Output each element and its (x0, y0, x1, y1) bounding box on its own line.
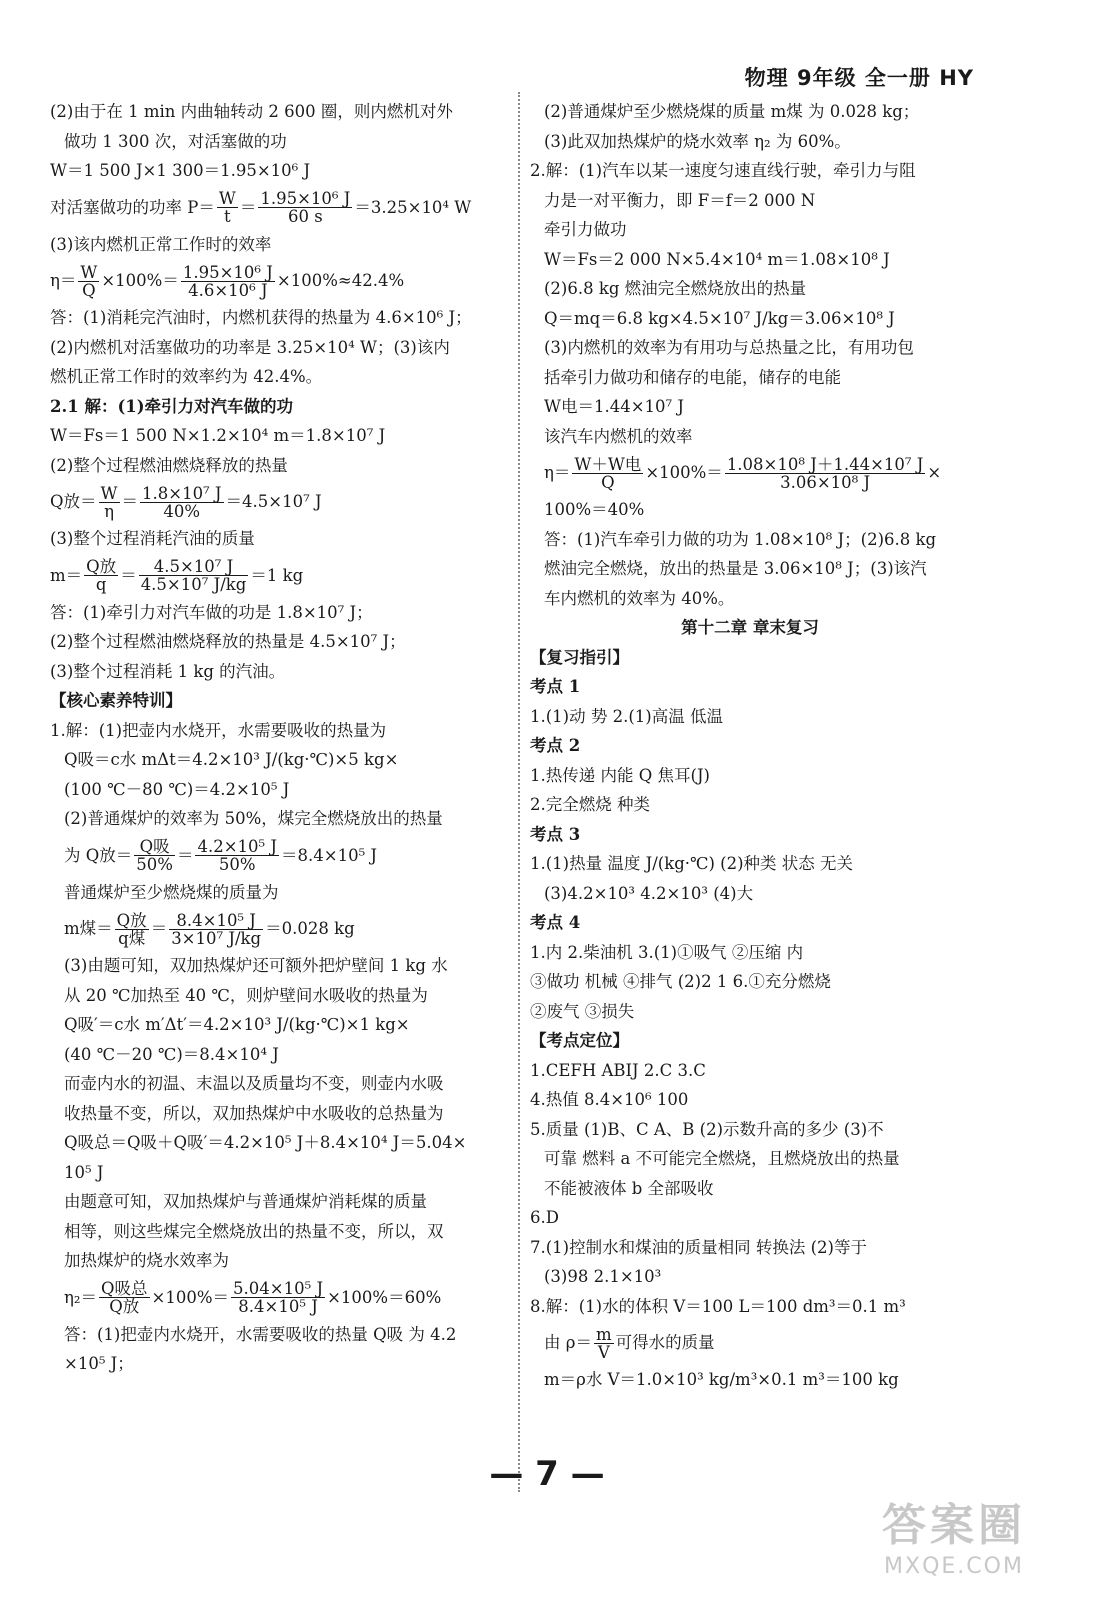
frac-num: 4.2×10⁵ J (197, 837, 278, 856)
frac-num: W (80, 262, 98, 282)
frac-num: 1.95×10⁶ J (182, 262, 273, 282)
text-line: 1.CEFH ABIJ 2.C 3.C (530, 1060, 706, 1080)
eq-text: × (927, 463, 942, 483)
eq-text: ×100%＝ (645, 463, 723, 483)
text-line: W电＝1.44×10⁷ J (544, 397, 684, 416)
text-line: 2.完全燃烧 种类 (530, 795, 650, 814)
text-line: 车内燃机的效率为 40%。 (544, 588, 735, 608)
text-line: Q吸总＝Q吸＋Q吸′＝4.2×10⁵ J＋8.4×10⁴ J＝5.04× (64, 1133, 467, 1152)
frac-num: m (595, 1324, 612, 1344)
section-heading: 【复习指引】 (530, 647, 629, 667)
fraction (231, 1280, 325, 1315)
frac-den: 3×10⁷ J/kg (171, 928, 262, 948)
topic-heading: 考点 4 (530, 913, 581, 932)
fraction (140, 485, 224, 520)
text-line: 1.(1)热量 温度 J/(kg·℃) (2)种类 状态 无关 (530, 854, 854, 873)
text-line: (2)由于在 1 min 内曲轴转动 2 600 圈，则内燃机对外 (50, 102, 453, 121)
frac-den: 60 s (287, 207, 323, 226)
eq-text: ×100%＝ (101, 271, 179, 291)
fraction (195, 838, 279, 873)
frac-den: 3.06×10⁸ J (780, 472, 871, 492)
text-line: (3)由题可知，双加热煤炉还可额外把炉壁间 1 kg 水 (64, 956, 448, 975)
text-line: Q吸′＝c水 m′Δt′＝4.2×10³ J/(kg·℃)×1 kg× (64, 1015, 410, 1034)
text-line: 答：(1)把壶内水烧开，水需要吸收的热量 Q吸 为 4.2 (64, 1324, 457, 1344)
eq-text: 为 Q放＝ (64, 845, 133, 865)
frac-den: 8.4×10⁵ J (238, 1297, 318, 1316)
fraction (139, 558, 249, 593)
text-line: 100%＝40% (544, 500, 645, 519)
watermark-logo-text: 答案圈 (882, 1500, 1026, 1551)
text-line: (3)此双加热煤炉的烧水效率 η₂ 为 60%。 (544, 131, 851, 151)
text-line: (3)内燃机的效率为有用功与总热量之比，有用功包 (544, 338, 914, 357)
eq-text: ＝ (120, 565, 137, 585)
frac-den: q煤 (118, 928, 146, 948)
frac-den: η (104, 501, 114, 521)
text-line: 普通煤炉至少燃烧煤的质量为 (64, 882, 279, 902)
text-line: (2)普通煤炉的效率为 50%，煤完全燃烧放出的热量 (64, 809, 443, 828)
fraction (169, 912, 263, 947)
eq-text: ＝ (150, 919, 168, 939)
frac-den: 4.5×10⁷ J/kg (140, 575, 247, 594)
text-line: 6.D (530, 1208, 559, 1227)
frac-num: Q吸 (134, 838, 175, 856)
eq-text: m＝ (50, 565, 83, 585)
frac-num: 5.04×10⁵ J (233, 1279, 324, 1298)
topic-heading: 考点 3 (530, 824, 581, 844)
fraction (572, 456, 643, 491)
eq-text: η＝ (544, 463, 571, 483)
text-line: Q吸＝c水 mΔt＝4.2×10³ J/(kg·℃)×5 kg× (64, 750, 399, 769)
page-header: 物理 9年级 全一册 HY (744, 66, 974, 90)
text-line: 8.解：(1)水的体积 V＝100 L＝100 dm³＝0.1 m³ (530, 1296, 906, 1316)
eq-text: ＝3.25×10⁴ W (354, 197, 472, 217)
fraction (78, 264, 99, 299)
fraction (594, 1326, 614, 1361)
text-line: W＝Fs＝1 500 N×1.2×10⁴ m＝1.8×10⁷ J (50, 426, 386, 445)
frac-num: 8.4×10⁵ J (169, 912, 263, 930)
text-line: 可靠 燃料 a 不可能完全燃烧，且燃烧放出的热量 (544, 1149, 900, 1168)
text-line: 1.热传递 内能 Q 焦耳(J) (530, 765, 710, 785)
frac-den: 50% (136, 855, 173, 874)
text-line: 燃机正常工作时的效率约为 42.4%。 (50, 367, 323, 386)
text-line: ×10⁵ J； (64, 1354, 134, 1373)
eq-text: ＝8.4×10⁵ J (281, 845, 378, 865)
eq-text: ＝1 kg (250, 565, 304, 585)
question-heading: 2.1 解：(1)牵引力对汽车做的功 (50, 396, 294, 416)
text-line: 5.质量 (1)B、C A、B (2)示数升高的多少 (3)不 (530, 1119, 884, 1139)
frac-den: V (597, 1342, 610, 1362)
density-equation (530, 1321, 970, 1365)
eq-text: ＝ (176, 845, 194, 865)
left-column (50, 97, 500, 1379)
frac-den: t (224, 207, 231, 226)
frac-num: 1.8×10⁷ J (142, 483, 222, 503)
eq-text: η＝ (50, 271, 77, 291)
fraction (725, 456, 926, 491)
fraction (258, 190, 352, 225)
text-line: (3)98 2.1×10³ (544, 1267, 662, 1286)
text-line: 1.内 2.柴油机 3.(1)①吸气 ②压缩 内 (530, 942, 804, 962)
power-equation (50, 186, 500, 230)
text-line: (2)整个过程燃油燃烧释放的热量 (50, 455, 288, 475)
topic-heading: 考点 2 (530, 736, 581, 755)
topic-heading: 考点 1 (530, 677, 581, 696)
text-line: (2)整个过程燃油燃烧释放的热量是 4.5×10⁷ J； (50, 632, 406, 651)
eq-text: η₂＝ (64, 1287, 97, 1307)
frac-den: 4.6×10⁶ J (188, 280, 268, 300)
efficiency-equation (50, 259, 500, 303)
heat-equation (50, 480, 500, 524)
chapter-title: 第十二章 章末复习 (681, 618, 819, 637)
mass-equation (50, 554, 500, 598)
eq-text: ＝0.028 kg (265, 919, 355, 939)
text-line: 4.热值 8.4×10⁶ 100 (530, 1090, 689, 1109)
section-heading: 【考点定位】 (530, 1031, 629, 1050)
fraction (84, 558, 118, 593)
text-line: 加热煤炉的烧水效率为 (64, 1251, 229, 1270)
frac-num: Q吸总 (101, 1279, 148, 1298)
text-line: 不能被液体 b 全部吸收 (544, 1178, 714, 1198)
frac-den: Q (82, 280, 96, 300)
text-line: 力是一对平衡力，即 F＝f＝2 000 N (544, 190, 816, 210)
fraction (134, 838, 175, 873)
column-divider (518, 92, 520, 1492)
eq-text: 由 ρ＝ (544, 1333, 592, 1353)
text-line: (100 ℃－80 ℃)＝4.2×10⁵ J (64, 779, 290, 799)
text-line: 由题意可知，双加热煤炉与普通煤炉消耗煤的质量 (64, 1192, 427, 1211)
fraction (99, 485, 120, 520)
frac-num: W＋W电 (574, 454, 642, 474)
eq-text: 可得水的质量 (615, 1333, 715, 1353)
text-line: (3)4.2×10³ 4.2×10³ (4)大 (544, 883, 754, 903)
frac-den: 50% (218, 855, 256, 874)
eq-text: ×100%≈42.4% (276, 271, 405, 291)
fraction (115, 912, 149, 947)
eq-text: ×100%＝60% (327, 1287, 442, 1307)
text-line: (40 ℃－20 ℃)＝8.4×10⁴ J (64, 1044, 279, 1064)
text-line: ②废气 ③损失 (530, 1001, 635, 1021)
text-line: 答：(1)消耗完汽油时，内燃机获得的热量为 4.6×10⁶ J； (50, 308, 472, 327)
text-line: 1.(1)动 势 2.(1)高温 低温 (530, 706, 723, 726)
double-efficiency-equation (50, 1276, 500, 1320)
watermark-url: MXQE.COM (884, 1554, 1024, 1579)
text-line: 而壶内水的初温、末温以及质量均不变，则壶内水吸 (64, 1074, 444, 1093)
frac-num: Q放 (86, 557, 117, 576)
eq-text: ×100%＝ (151, 1287, 230, 1307)
fraction (99, 1280, 150, 1315)
eq-text: Q放＝ (50, 492, 97, 512)
eq-text: 对活塞做功的功率 P＝ (50, 197, 215, 217)
page-number: — 7 — (489, 1454, 605, 1494)
coal-mass-equation (50, 907, 500, 951)
text-line: 答：(1)牵引力对汽车做的功是 1.8×10⁷ J； (50, 602, 373, 622)
frac-num: W (218, 189, 236, 208)
text-line: W＝1 500 J×1 300＝1.95×10⁶ J (50, 161, 311, 180)
text-line: 牵引力做功 (544, 220, 627, 239)
text-line: 括牵引力做功和储存的电能，储存的电能 (544, 367, 841, 387)
frac-num: Q放 (116, 910, 147, 930)
text-line: 10⁵ J (64, 1162, 104, 1182)
text-line: (3)整个过程消耗 1 kg 的汽油。 (50, 661, 286, 681)
frac-num: 4.5×10⁷ J (139, 558, 249, 576)
text-line: (2)6.8 kg 燃油完全燃烧放出的热量 (544, 279, 807, 298)
text-line: (3)该内燃机正常工作时的效率 (50, 234, 272, 254)
eq-text: ＝4.5×10⁷ J (225, 492, 322, 512)
watermark-logo (834, 1498, 1074, 1588)
text-line: 做功 1 300 次，对活塞做的功 (64, 131, 287, 151)
frac-num: 1.08×10⁸ J＋1.44×10⁷ J (726, 454, 924, 474)
eq-text: m煤＝ (64, 919, 113, 939)
text-line: (3)整个过程消耗汽油的质量 (50, 529, 255, 548)
text-line: 燃油完全燃烧，放出的热量是 3.06×10⁸ J；(3)该汽 (544, 559, 927, 578)
fraction (181, 264, 275, 299)
text-line: Q＝mq＝6.8 kg×4.5×10⁷ J/kg＝3.06×10⁸ J (544, 308, 895, 328)
text-line: m＝ρ水 V＝1.0×10³ kg/m³×0.1 m³＝100 kg (544, 1370, 899, 1389)
text-line: (2)内燃机对活塞做功的功率是 3.25×10⁴ W；(3)该内 (50, 337, 450, 357)
frac-num: 1.95×10⁶ J (260, 189, 351, 208)
text-line: 答：(1)汽车牵引力做的功为 1.08×10⁸ J；(2)6.8 kg (544, 529, 937, 549)
text-line: 相等，则这些煤完全燃烧放出的热量不变，所以，双 (64, 1221, 444, 1241)
text-line: 1.解：(1)把壶内水烧开，水需要吸收的热量为 (50, 720, 387, 740)
right-column (530, 97, 970, 1395)
frac-den: 40% (163, 501, 201, 521)
text-line: 收热量不变，所以，双加热煤炉中水吸收的总热量为 (64, 1103, 444, 1123)
frac-den: Q (601, 472, 615, 492)
text-line: (2)普通煤炉至少燃烧煤的质量 m煤 为 0.028 kg； (544, 102, 920, 121)
frac-den: q (95, 575, 107, 594)
section-heading: 【核心素养特训】 (50, 691, 182, 710)
text-line: 2.解：(1)汽车以某一速度匀速直线行驶，牵引力与阻 (530, 161, 916, 180)
text-line: 7.(1)控制水和煤油的质量相同 转换法 (2)等于 (530, 1237, 867, 1257)
fraction (217, 190, 238, 225)
text-line: W＝Fs＝2 000 N×5.4×10⁴ m＝1.08×10⁸ J (544, 249, 890, 269)
text-line: 该汽车内燃机的效率 (544, 426, 693, 446)
released-heat-equation (50, 834, 500, 878)
engine-efficiency-equation (530, 451, 970, 495)
frac-den: Q放 (109, 1297, 140, 1316)
eq-text: ＝ (239, 197, 257, 217)
text-line: 从 20 ℃加热至 40 ℃，则炉壁间水吸收的热量为 (64, 985, 428, 1005)
text-line: ③做功 机械 ④排气 (2)2 1 6.①充分燃烧 (530, 972, 831, 991)
eq-text: ＝ (121, 492, 138, 512)
frac-num: W (100, 483, 118, 503)
